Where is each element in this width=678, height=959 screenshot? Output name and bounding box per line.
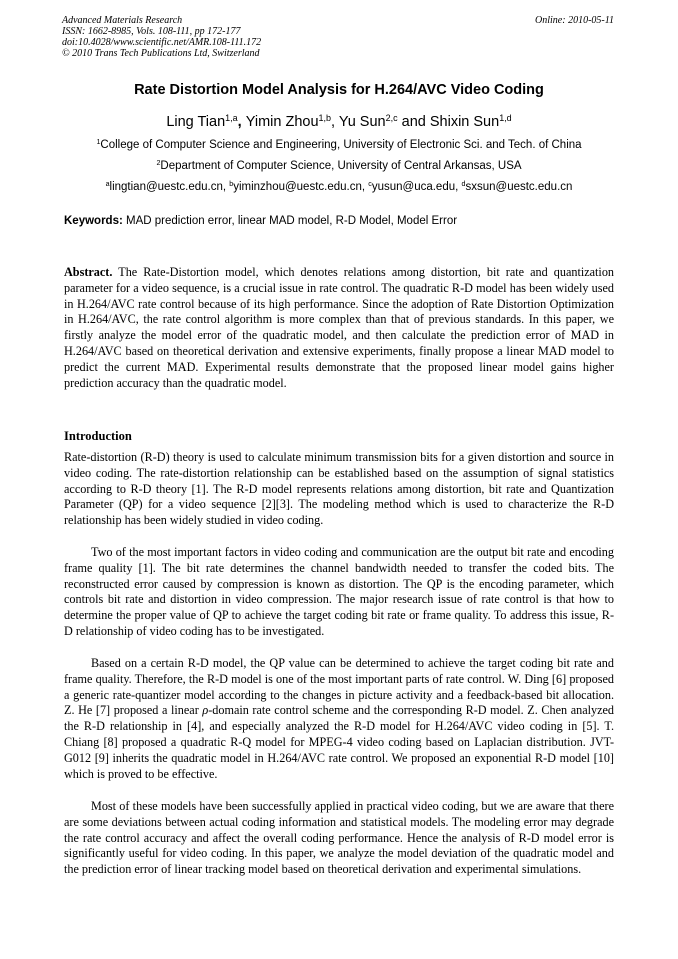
rho-symbol: ρ <box>202 703 209 718</box>
email: yusun@uca.edu <box>371 181 456 193</box>
author-name: Shixin Sun <box>429 114 500 130</box>
paper-title: Rate Distortion Model Analysis for H.264/AVC Video Coding <box>134 82 544 98</box>
email: yiminzhou@uestc.edu.cn <box>233 181 362 193</box>
online-date: Online: 2010-05-11 <box>535 15 614 26</box>
affiliation-text: Department of Computer Science, University of Central Arkansas, USA <box>160 160 522 172</box>
email-sup: b <box>229 180 234 189</box>
journal-header <box>62 15 261 59</box>
author-name: Yimin Zhou <box>245 114 319 130</box>
doi-line: doi:10.4028/www.scientific.net/AMR.108-111.172 <box>62 37 262 48</box>
author-name: Ling Tian <box>166 114 226 130</box>
intro-paragraph-2: Two of the most important factors in video coding and communication are the output bit rate and encoding frame quality [1]. The bit rate determines the channel bandwidth needed to transfer the coded bits. The reconstructed error caused by compression is known as distortion. The QP is the encoding parameter, which controls bit rate and distortion in video compression. The major research issue of rate control is that how to determine the proper value of QP to achieve the target coding bit rate or frame quality. To address this issue, R-D relationship of video coding has to be investigated. <box>64 545 614 638</box>
abstract-text: The Rate-Distortion model, which denotes relations among distortion, bit rate and quantization parameter for a video sequence, is a crucial issue in rate control. The quadratic R-D model has been widely used in H.264/AVC rate control because of its high performance. Since the adoption of Rate Distortion Optimization in H.264/AVC, the rate control algorithm is more complex than that of previous standards. In this paper, we firstly analyze the model error of the quadratic model, and then calculate the prediction error of MAD in H.264/AVC based on theoretical derivation and extensive experiments, finally propose a linear MAD model to predict the current MAD. Experimental results demonstrate that the proposed linear model gains higher prediction accuracy than the quadratic model. <box>64 265 615 390</box>
author-name: Yu Sun <box>338 114 386 130</box>
email-sup: a <box>105 180 110 189</box>
email-line: $^a$lingtian@uestc.edu.cn, $^b$yiminzhou@uestc.edu.cn, $^c$yusun@uca.edu, $^d$sxsun@uestc.edu.cn <box>105 180 573 193</box>
author-list: Ling Tian$^{1,a}$, Yimin Zhou$^{1,b}$, Yu Sun$^{2,c}$ and Shixin Sun$^{1,d}$ <box>166 113 512 130</box>
email: sxsun@uestc.edu.cn <box>465 181 573 193</box>
keywords <box>64 215 457 227</box>
author-sup: 1,d <box>499 113 512 124</box>
author-sup: 1,a <box>225 113 238 124</box>
affiliation-2 <box>0 160 678 172</box>
keywords-label: Keywords: <box>64 215 123 227</box>
affiliation-text: College of Computer Science and Engineering, University of Electronic Sci. and Tech. of China <box>100 139 582 151</box>
intro-paragraph-3-part-2: -domain rate control scheme and the corresponding R-D model. Z. Chen analyzed the R-D relationship in [4], and especially analyzed the R-D model for H.264/AVC video coding in [5]. T. Chiang [8] proposed a quadratic R-Q model for MPEG-4 video coding based on Laplacian distribution. JVT-G012 [9] inherits the quadratic model in H.264/AVC rate control. We proposed an exponential R-D model [10] which is proved to be effective. <box>64 703 614 781</box>
keywords-text: MAD prediction error, linear MAD model, R-D Model, Model Error <box>126 215 458 227</box>
author-sup: 1,b <box>318 113 332 124</box>
issn-line: ISSN: 1662-8985, Vols. 108-111, pp 172-177 <box>62 26 241 37</box>
affiliation-sup: 2 <box>156 159 161 168</box>
email: lingtian@uestc.edu.cn <box>109 181 223 193</box>
email-sup: c <box>368 180 372 189</box>
journal-name: Advanced Materials Research <box>62 15 183 26</box>
abstract <box>64 265 614 391</box>
intro-paragraph-4: Most of these models have been successfully applied in practical video coding, but we are aware that there are some deviations between actual coding information and statistical models. The modeling error may degrade the rate control accuracy and affect the overall coding performance. Hence the analysis of R-D model error is significantly useful for video coding. In this paper, we analyze the model deviation of the quadratic model and the prediction error of linear tracking model based on theoretical derivation and experimental simulations. <box>64 799 614 877</box>
intro-paragraph-3-part-1: Based on a certain R-D model, the QP value can be determined to achieve the target coding bit rate and frame quality. Therefore, the R-D model is one of the most important parts of rate control. W. Ding [6] proposed a generic rate-quantizer model according to the changes in picture activity and a feedback-based bit allocation. Z. He [7] proposed a linear <box>64 656 614 718</box>
intro-paragraph-1: Rate-distortion (R-D) theory is used to calculate minimum transmission bits for a given distortion and source in video coding. The rate-distortion relationship can be established based on the assumption of signal statistics according to R-D theory [1]. The R-D model represents relations among distortion, bit rate and Quantization Parameter (QP) for a video sequence [2][3]. The modeling method which is used to characterize the R-D relationship has been widely studied in video coding. <box>64 450 614 528</box>
intro-paragraph-3 <box>64 656 614 782</box>
affiliation-1 <box>0 139 678 151</box>
author-sup: 2,c <box>385 113 398 124</box>
abstract-label: Abstract. <box>64 265 113 279</box>
copyright-line: © 2010 Trans Tech Publications Ltd, Switzerland <box>62 48 260 59</box>
section-heading-introduction: Introduction <box>64 429 132 443</box>
affiliation-sup: 1 <box>96 138 101 147</box>
email-sup: d <box>461 180 466 189</box>
